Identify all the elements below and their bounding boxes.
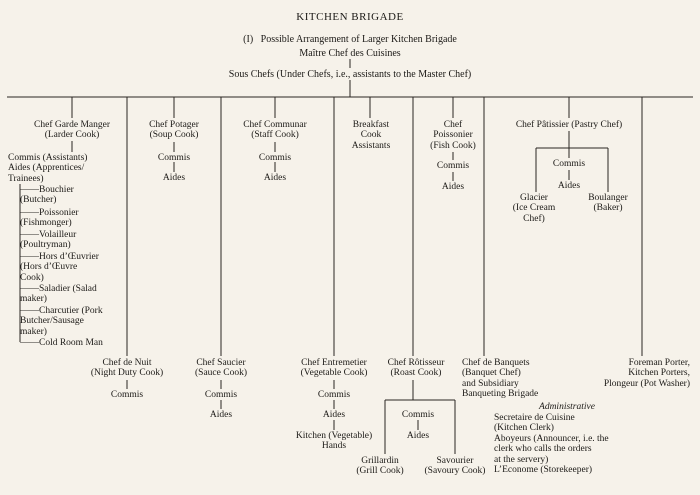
patissier-glacier: Glacier (Ice Cream Chef) xyxy=(512,193,556,224)
patissier-boulanger: Boulanger (Baker) xyxy=(588,193,628,214)
entremetier-kitchen-hands: Kitchen (Vegetable) Hands xyxy=(295,431,373,452)
rotisseur-grillardin: Grillardin (Grill Cook) xyxy=(356,456,404,477)
rotisseur-commis: Commis xyxy=(401,410,435,420)
de-nuit-commis: Commis xyxy=(110,390,144,400)
node-poissonier: Chef Poissonier (Fish Cook) xyxy=(430,120,476,151)
rotisseur-aides: Aides xyxy=(406,431,430,441)
node-rotisseur: Chef Rôtisseur (Roast Cook) xyxy=(387,358,445,379)
node-patissier: Chef Pâtissier (Pastry Chef) xyxy=(515,120,623,130)
garde-manger-sub-volailleur: ——Volailleur (Poultryman) xyxy=(20,230,77,251)
saucier-commis: Commis xyxy=(204,390,238,400)
communar-aides: Aides xyxy=(263,173,287,183)
garde-manger-sub-poissonier: ——Poissonier (Fishmonger) xyxy=(20,208,79,229)
communar-commis: Commis xyxy=(258,153,292,163)
administrative-heading: Administrative xyxy=(539,402,595,412)
saucier-aides: Aides xyxy=(209,410,233,420)
entremetier-commis: Commis xyxy=(317,390,351,400)
node-chef-de-banquets: Chef de Banquets (Banquet Chef) and Subsidiary Banqueting Brigade xyxy=(462,358,539,400)
node-sous-chefs: Sous Chefs (Under Chefs, i.e., assistants to the Master Chef) xyxy=(228,69,472,80)
rotisseur-savourier: Savourier (Savoury Cook) xyxy=(424,456,486,477)
chart-title: KITCHEN BRIGADE xyxy=(296,11,404,23)
potager-aides: Aides xyxy=(162,173,186,183)
poissonier-commis: Commis xyxy=(436,161,470,171)
patissier-aides: Aides xyxy=(557,181,581,191)
administrative-staff: Secretaire de Cuisine (Kitchen Clerk) Aboyeurs (Announcer, i.e. the clerk who calls the orders at the servery) L’Econome (Storekeeper) xyxy=(494,413,609,476)
node-garde-manger: Chef Garde Manger (Larder Cook) xyxy=(34,120,110,141)
garde-manger-sub-bouchier: ——Bouchier (Butcher) xyxy=(20,185,74,206)
node-chef-de-nuit: Chef de Nuit (Night Duty Cook) xyxy=(90,358,164,379)
potager-commis: Commis xyxy=(157,153,191,163)
node-saucier: Chef Saucier (Sauce Cook) xyxy=(195,358,247,379)
garde-manger-staff: Commis (Assistants) Aides (Apprentices/ Trainees) xyxy=(8,153,88,184)
garde-manger-sub-cold-room: ——Cold Room Man xyxy=(20,338,103,348)
poissonier-aides: Aides xyxy=(441,182,465,192)
node-potager: Chef Potager (Soup Cook) xyxy=(149,120,199,141)
entremetier-aides: Aides xyxy=(322,410,346,420)
node-foreman-porter: Foreman Porter, Kitchen Porters, Plongeur (Pot Washer) xyxy=(603,358,690,389)
node-communar: Chef Communar (Staff Cook) xyxy=(243,120,307,141)
garde-manger-sub-hors-doeuvrier: ——Hors d’Œuvrier (Hors d’Œuvre Cook) xyxy=(20,252,99,283)
node-maitre-chef: Maître Chef des Cuisines xyxy=(299,48,401,59)
garde-manger-sub-charcutier: ——Charcutier (Pork Butcher/Sausage maker) xyxy=(20,306,103,337)
chart-subtitle: (I) Possible Arrangement of Larger Kitchen Brigade xyxy=(243,34,457,45)
garde-manger-sub-saladier: ——Saladier (Salad maker) xyxy=(20,284,97,305)
patissier-commis: Commis xyxy=(552,159,586,169)
node-breakfast: Breakfast Cook Assistants xyxy=(351,120,391,151)
node-entremetier: Chef Entremetier (Vegetable Cook) xyxy=(300,358,368,379)
